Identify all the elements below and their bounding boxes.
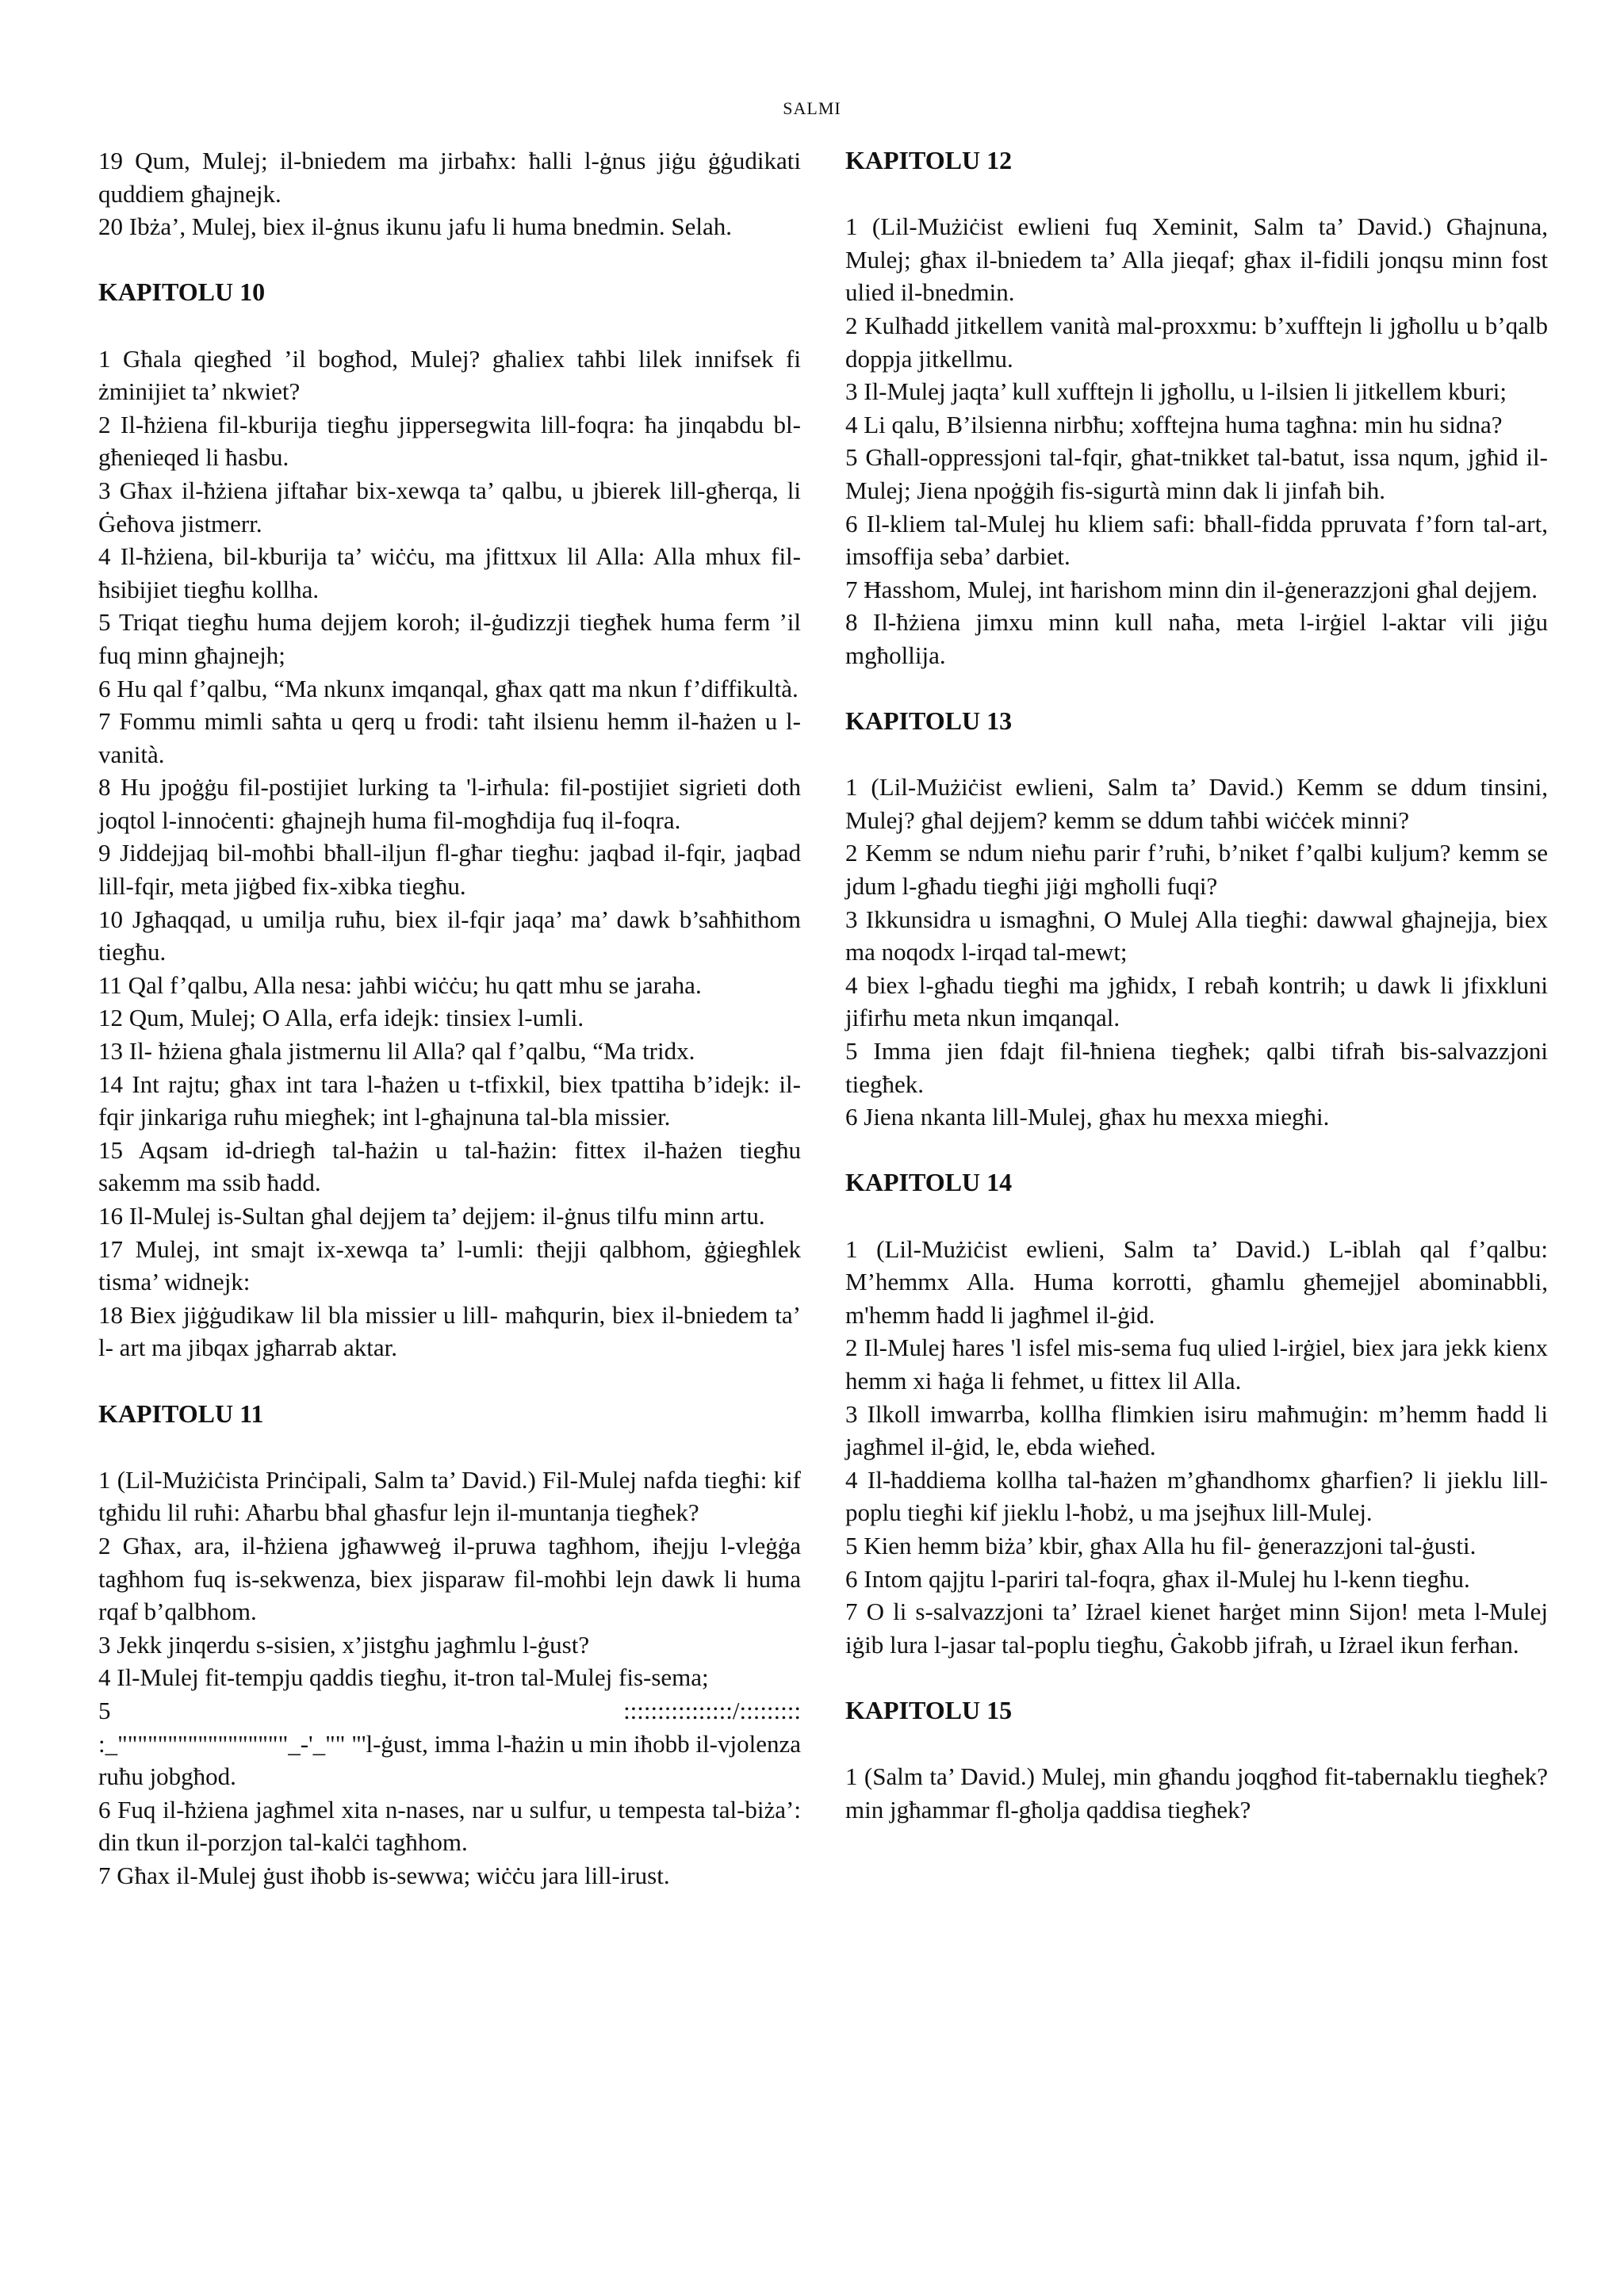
verse: 5 Kien hemm biża’ kbir, għax Alla hu fil- ġenerazzjoni tal-ġusti.: [845, 1531, 1477, 1559]
verse: 3 Ilkoll imwarrba, kollha flimkien isiru maħmuġin: m’hemm ħadd li jagħmel il-ġid, le, ebda wieħed.: [845, 1399, 1548, 1461]
verse: 1 Għala qiegħed ’il bogħod, Mulej? għaliex taħbi lilek innifsek fi żminijiet ta’ nkwiet?: [98, 344, 801, 406]
chapter-heading: KAPITOLU 14: [845, 1168, 1013, 1197]
verse: 8 Hu jpoġġu fil-postijiet lurking ta 'l-irħula: fil-postijiet sigrieti doth joqtol l-innoċenti: għajnejh huma fil-mogħdija fuq il-foqra.: [98, 773, 801, 834]
verse: 4 biex l-għadu tiegħi ma jgħidx, I rebaħ kontrih; u dawk li jfixkluni jifirħu meta nkun imqanqal.: [845, 970, 1548, 1032]
verse: 12 Qum, Mulej; O Alla, erfa idejk: tinsiex l-umli.: [98, 1004, 584, 1032]
verse: 7 Għax il-Mulej ġust iħobb is-sewwa; wiċċu jara lill-irust.: [98, 1861, 670, 1889]
verse: 6 Jiena nkanta lill-Mulej, għax hu mexxa miegħi.: [845, 1103, 1330, 1131]
verse: 2 Il-ħżiena fil-kburija tiegħu jippersegwita lill-foqra: ħa jinqabdu bl-għenieqed li ħasbu.: [98, 410, 801, 472]
chapter-heading: KAPITOLU 15: [845, 1695, 1013, 1724]
verse: 5 Imma jien fdajt fil-ħniena tiegħek; qalbi tifraħ bis-salvazzjoni tiegħek.: [845, 1037, 1548, 1098]
verse: 5 Għall-oppressjoni tal-fqir, għat-tnikket tal-batut, issa nqum, jgħid il-Mulej; Jiena npoġġih fis-sigurtà minn dak li jinfaħ bih.: [845, 443, 1548, 504]
verse: 3 Ikkunsidra u ismagħni, O Mulej Alla tiegħi: dawwal għajnejja, biex ma noqodx l-irqad tal-mewt;: [845, 905, 1548, 966]
verse: 15 Aqsam id-driegħ tal-ħażin u tal-ħażin: fittex il-ħażen tiegħu sakemm ma ssib ħadd.: [98, 1135, 801, 1197]
verse: :_"""""""""""""""""_-'_"" "'l-ġust, imma l-ħażin u min iħobb il-vjolenza ruħu jobgħod.: [98, 1729, 801, 1791]
verse: 5 Triqat tiegħu huma dejjem koroh; il-ġudizzji tiegħek huma ferm ’il fuq minn għajnejh;: [98, 608, 801, 669]
chapter-heading: KAPITOLU 12: [845, 146, 1013, 174]
verse: 4 Li qalu, B’ilsienna nirbħu; xofftejna huma tagħna: min hu sidna?: [845, 410, 1503, 438]
verse: 19 Qum, Mulej; il-bniedem ma jirbaħx: ħalli l-ġnus jiġu ġġudikati quddiem għajnejk.: [98, 147, 801, 208]
verse: 14 Int rajtu; għax int tara l-ħażen u t-tfixkil, biex tpattiha b’idejk: il-fqir jinkariga ruħu miegħek; int l-għajnuna tal-bla missier.: [98, 1070, 801, 1131]
verse: 6 Il-kliem tal-Mulej hu kliem safi: bħall-fidda ppruvata f’forn tal-art, imsoffija seba’ darbiet.: [845, 509, 1548, 571]
verse: 6 Fuq il-ħżiena jagħmel xita n-nases, nar u sulfur, u tempesta tal-biża’: din tkun il-porzjon tal-kalċi tagħhom.: [98, 1795, 801, 1857]
verse: 4 Il-ħżiena, bil-kburija ta’ wiċċu, ma jfittxux lil Alla: Alla mhux fil-ħsibijiet tiegħu kollha.: [98, 542, 801, 603]
verse: 2 Kulħadd jitkellem vanità mal-proxxmu: b’xufftejn li jgħollu u b’qalb doppja jitkellmu.: [845, 311, 1548, 373]
chapter-heading: KAPITOLU 13: [845, 706, 1013, 736]
verse: 2 Il-Mulej ħares 'l isfel mis-sema fuq ulied l-irġiel, biex jara jekk kienx hemm xi ħaġa li fehmet, u fittex lil Alla.: [845, 1334, 1548, 1395]
verse-5-line: [98, 1694, 801, 1728]
verse: 1 (Lil-Mużiċist ewlieni, Salm ta’ David.) Kemm se ddum tinsini, Mulej? għal dejjem? kemm se ddum taħbi wiċċek minni?: [845, 773, 1548, 834]
verse: 4 Il-Mulej fit-tempju qaddis tiegħu, it-tron tal-Mulej fis-sema;: [98, 1663, 709, 1692]
verse: 13 Il- ħżiena għala jistmernu lil Alla? qal f’qalbu, “Ma tridx.: [98, 1037, 695, 1066]
verse: 1 (Lil-Mużiċista Prinċipali, Salm ta’ David.) Fil-Mulej nafda tiegħi: kif tgħidu lil ruħi: Aħarbu bħal għasfur lejn il-muntanja tiegħek?: [98, 1465, 801, 1527]
verse: 3 Għax il-ħżiena jiftaħar bix-xewqa ta’ qalbu, u jbierek lill-għerqa, li Ġeħova jistmerr.: [98, 476, 801, 538]
verse: 1 (Salm ta’ David.) Mulej, min għandu joqgħod fit-tabernaklu tiegħek? min jgħammar fl-għolja qaddisa tiegħek?: [845, 1762, 1548, 1823]
verse: 9 Jiddejjaq bil-moħbi bħall-iljun fl-għar tiegħu: jaqbad il-fqir, jaqbad lill-fqir, meta jiġbed fix-xibka tiegħu.: [98, 839, 801, 901]
verse: 11 Qal f’qalbu, Alla nesa: jaħbi wiċċu; hu qatt mhu se jaraha.: [98, 970, 702, 999]
verse: 1 (Lil-Mużiċist ewlieni fuq Xeminit, Salm ta’ David.) Għajnuna, Mulej; għax il-bniedem ta’ Alla jieqaf; għax il-fidili jonqsu minn fost ulied il-bnedmin.: [845, 212, 1548, 307]
verse: 6 Hu qal f’qalbu, “Ma nkunx imqanqal, għax qatt ma nkun f’diffikultà.: [98, 674, 799, 702]
verse: 2 Kemm se ndum nieħu parir f’ruħi, b’niket f’qalbi kuljum? kemm se jdum l-għadu tiegħi jiġi mgħolli fuqi?: [845, 839, 1548, 901]
verse: 16 Il-Mulej is-Sultan għal dejjem ta’ dejjem: il-ġnus tilfu minn artu.: [98, 1202, 765, 1230]
verse: 10 Jgħaqqad, u umilja ruħu, biex il-fqir jaqa’ ma’ dawk b’saħħithom tiegħu.: [98, 905, 801, 966]
verse: 7 Fommu mimli saħta u qerq u frodi: taħt ilsienu hemm il-ħażen u l-vanità.: [98, 707, 801, 768]
chapter-heading: KAPITOLU 10: [98, 277, 266, 307]
verse: 3 Il-Mulej jaqta’ kull xufftejn li jgħollu, u l-ilsien li jitkellem kburi;: [845, 377, 1507, 406]
verse: 6 Intom qajjtu l-pariri tal-foqra, għax il-Mulej hu l-kenn tiegħu.: [845, 1564, 1470, 1593]
verse: 8 Il-ħżiena jimxu minn kull naħa, meta l-irġiel l-aktar vili jiġu mgħollija.: [845, 608, 1548, 669]
verse: 18 Biex jiġġudikaw lil bla missier u lill- maħqurin, biex il-bniedem ta’ l- art ma jibqax jgħarrab aktar.: [98, 1300, 801, 1362]
right-column: [845, 144, 1548, 1826]
page-header: SALMI: [783, 98, 841, 118]
verse: 1 (Lil-Mużiċist ewlieni, Salm ta’ David.) L-iblah qal f’qalbu: M’hemmx Alla. Huma korrotti, għamlu għemejjel abominabbli, m'hemm ħadd li jagħmel il-ġid.: [845, 1234, 1548, 1329]
verse: 7 O li s-salvazzjoni ta’ Iżrael kienet ħarġet minn Sijon! meta l-Mulej iġib lura l-jasar tal-poplu tiegħu, Ġakobb jifraħ, u Iżrael ikun ferħan.: [845, 1598, 1548, 1659]
left-column: [98, 144, 801, 1892]
verse: 3 Jekk jinqerdu s-sisien, x’jistgħu jagħmlu l-ġust?: [98, 1630, 590, 1659]
verse: 17 Mulej, int smajt ix-xewqa ta’ l-umli: tħejji qalbhom, ġġiegħlek tisma’ widnejk:: [98, 1234, 801, 1296]
verse-5-number: 5: [98, 1696, 111, 1724]
verse: 4 Il-ħaddiema kollha tal-ħażen m’għandhomx għarfien? li jieklu lill-poplu tiegħi kif jieklu l-ħobż, u ma jsejħux lill-Mulej.: [845, 1465, 1548, 1527]
chapter-heading: KAPITOLU 11: [98, 1399, 264, 1428]
verse: 7 Ħasshom, Mulej, int ħarishom minn din il-ġenerazzjoni għal dejjem.: [845, 575, 1538, 603]
verse: 20 Ibża’, Mulej, biex il-ġnus ikunu jafu li huma bnedmin. Selah.: [98, 212, 732, 241]
verse-5-ascii: ::::::::::::::::/:::::::::: [623, 1696, 801, 1724]
verse: 2 Għax, ara, il-ħżiena jgħawweġ il-pruwa tagħhom, iħejju l-vleġġa tagħhom fuq is-sekwenza, biex jisparaw fil-moħbi lejn dawk li huma rqaf b’qalbhom.: [98, 1531, 801, 1626]
